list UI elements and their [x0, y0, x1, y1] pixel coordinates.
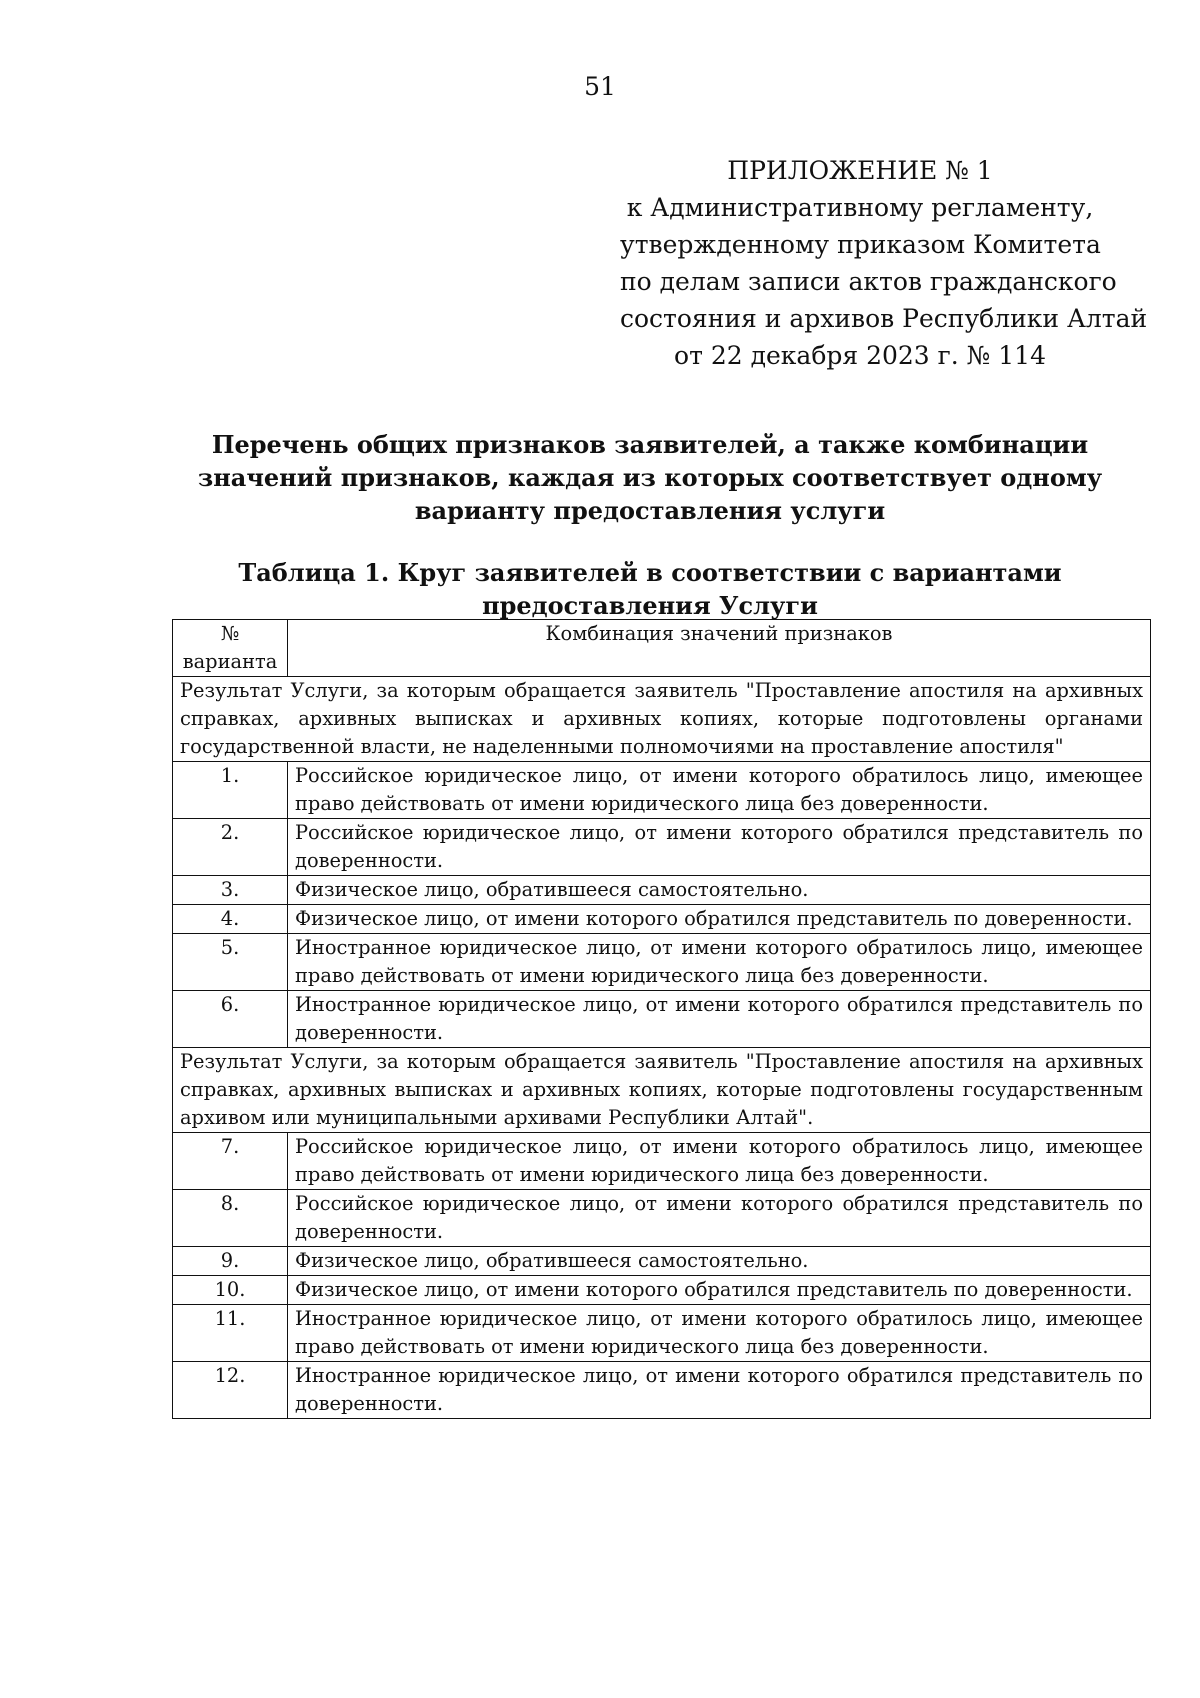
appendix-line: к Административному регламенту, — [626, 193, 1094, 222]
variant-number: 8. — [173, 1190, 288, 1247]
variant-number: 10. — [173, 1276, 288, 1305]
table-header-row — [173, 620, 1151, 677]
page-number: 51 — [584, 72, 616, 101]
variant-number: 2. — [173, 819, 288, 876]
table-row — [173, 1305, 1151, 1362]
variant-text: Российское юридическое лицо, от имени которого обратилось лицо, имеющее право действовать от имени юридического лица без доверенности. — [288, 762, 1151, 819]
table-row — [173, 905, 1151, 934]
variant-text: Физическое лицо, от имени которого обратился представитель по доверенности. — [288, 905, 1151, 934]
variant-text: Российское юридическое лицо, от имени которого обратилось лицо, имеющее право действовать от имени юридического лица без доверенности. — [288, 1133, 1151, 1190]
table-title: Таблица 1. Круг заявителей в соответствии с вариантами предоставления Услуги — [238, 558, 1062, 620]
header-variant-number — [173, 620, 288, 677]
group-result-text: Результат Услуги, за которым обращается заявитель "Проставление апостиля на архивных справках, архивных выписках и архивных копиях, которые подготовлены органами государственной власти, не наделенными полномочиями на проставление апостиля" — [173, 677, 1151, 762]
variant-text: Российское юридическое лицо, от имени которого обратился представитель по доверенности. — [288, 819, 1151, 876]
table-row — [173, 1190, 1151, 1247]
variant-number: 4. — [173, 905, 288, 934]
variant-number: 11. — [173, 1305, 288, 1362]
table-row — [173, 991, 1151, 1048]
variant-number: 5. — [173, 934, 288, 991]
variant-text: Иностранное юридическое лицо, от имени которого обратился представитель по доверенности. — [288, 1362, 1151, 1419]
appendix-line: утвержденному приказом Комитета — [620, 230, 1101, 259]
document-title: Перечень общих признаков заявителей, а также комбинации значений признаков, каждая из которых соответствует одному варианту предоставления услуги — [197, 430, 1103, 525]
table-row — [173, 1362, 1151, 1419]
variant-number: 6. — [173, 991, 288, 1048]
table-row — [173, 1133, 1151, 1190]
header-number-sign: № — [220, 622, 240, 645]
variant-number: 1. — [173, 762, 288, 819]
header-combination: Комбинация значений признаков — [288, 620, 1151, 677]
table-row — [173, 1276, 1151, 1305]
appendix-line: по делам записи актов гражданского — [620, 267, 1117, 296]
variant-text: Физическое лицо, обратившееся самостоятельно. — [288, 1247, 1151, 1276]
table-row — [173, 934, 1151, 991]
group-result-row — [173, 677, 1151, 762]
header-variant-label: варианта — [182, 650, 278, 673]
appendix-block — [620, 152, 1148, 374]
variant-text: Российское юридическое лицо, от имени которого обратился представитель по доверенности. — [288, 1190, 1151, 1247]
group-result-text: Результат Услуги, за которым обращается заявитель "Проставление апостиля на архивных справках, архивных выписках и архивных копиях, которые подготовлены государственным архивом или муниципальными архивами Республики Алтай". — [173, 1048, 1151, 1133]
table-row — [173, 819, 1151, 876]
variants-table — [172, 619, 1151, 1419]
variant-number: 12. — [173, 1362, 288, 1419]
appendix-line: от 22 декабря 2023 г. № 114 — [674, 341, 1046, 370]
variant-text: Физическое лицо, от имени которого обратился представитель по доверенности. — [288, 1276, 1151, 1305]
variant-number: 9. — [173, 1247, 288, 1276]
variant-number: 3. — [173, 876, 288, 905]
table-row — [173, 762, 1151, 819]
variant-number: 7. — [173, 1133, 288, 1190]
variant-text: Иностранное юридическое лицо, от имени которого обратилось лицо, имеющее право действовать от имени юридического лица без доверенности. — [288, 1305, 1151, 1362]
table-row — [173, 876, 1151, 905]
table-row — [173, 1247, 1151, 1276]
variant-text: Физическое лицо, обратившееся самостоятельно. — [288, 876, 1151, 905]
variant-text: Иностранное юридическое лицо, от имени которого обратился представитель по доверенности. — [288, 991, 1151, 1048]
appendix-line: ПРИЛОЖЕНИЕ № 1 — [727, 156, 993, 185]
appendix-line: состояния и архивов Республики Алтай — [620, 304, 1148, 333]
group-result-row — [173, 1048, 1151, 1133]
variant-text: Иностранное юридическое лицо, от имени которого обратилось лицо, имеющее право действовать от имени юридического лица без доверенности. — [288, 934, 1151, 991]
